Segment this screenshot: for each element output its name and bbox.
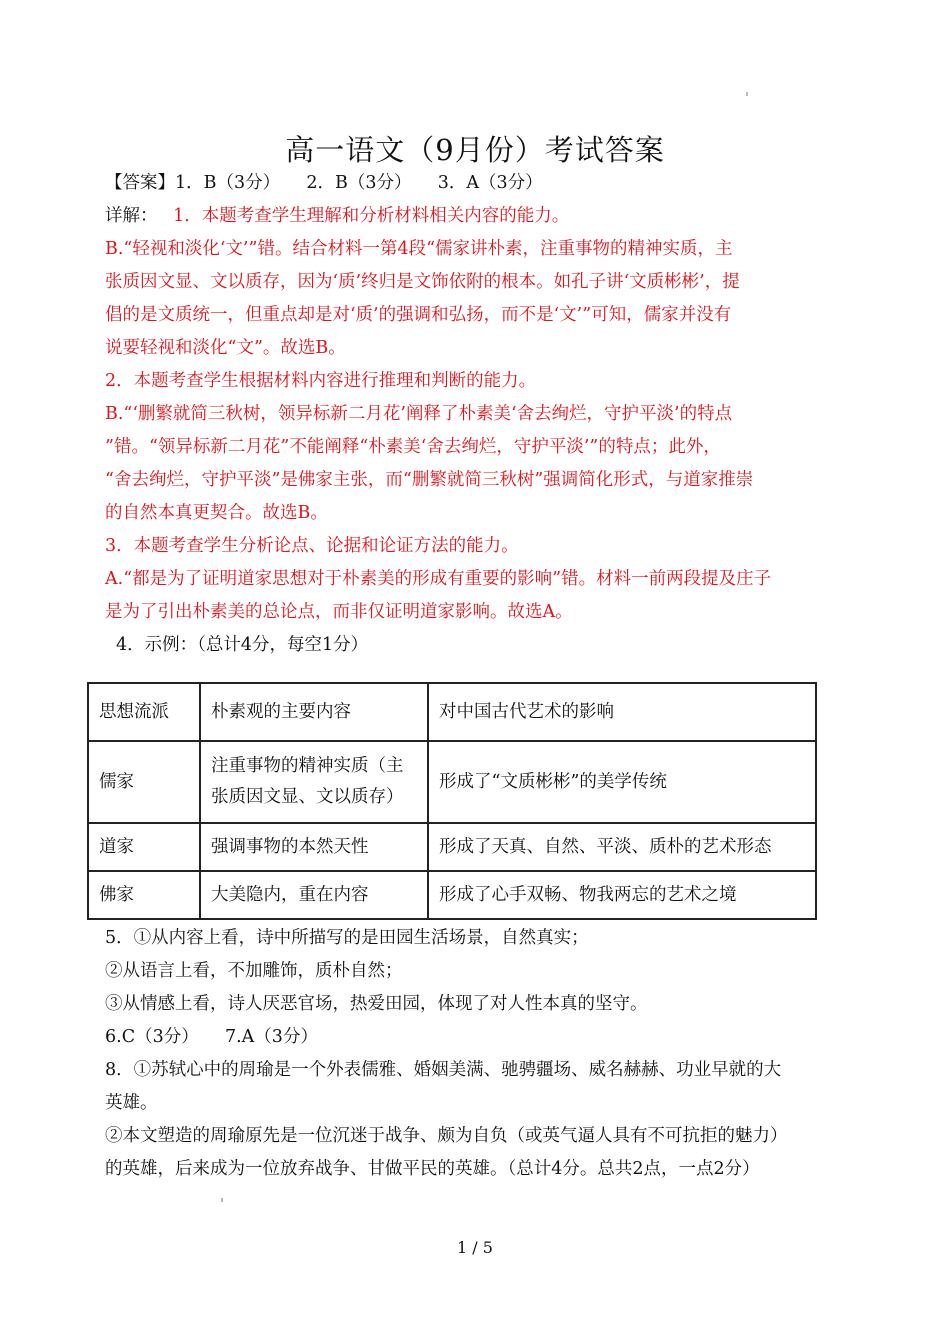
table-header: 朴素观的主要内容 <box>200 683 428 741</box>
q8-line: 的英雄，后来成为一位放弃战争、甘做平民的英雄。（总计4分。总共2点，一点2分） <box>105 1159 760 1179</box>
q2-line: “舍去绚烂，守护平淡”是佛家主张，而“删繁就简三秋树”强调简化形式，与道家推崇 <box>105 470 754 490</box>
scan-mark <box>746 92 748 96</box>
q1-line: 张质因文显、文以质存，因为‘质’终归是文饰依附的根本。如孔子讲‘文质彬彬’，提 <box>105 272 740 292</box>
q1-heading-row <box>105 200 569 233</box>
table-cell-school: 道家 <box>88 823 200 871</box>
table-cell-influence: 形成了天真、自然、平淡、质朴的艺术形态 <box>428 823 816 871</box>
table-header: 对中国古代艺术的影响 <box>428 683 816 741</box>
table-row <box>88 823 816 871</box>
q3-heading: 3．本题考查学生分析论点、论据和论证方法的能力。 <box>105 536 519 556</box>
q8-line: 8．①苏轼心中的周瑜是一个外表儒雅、婚姻美满、驰骋疆场、威名赫赫、功业早就的大 <box>105 1060 782 1080</box>
q2-line: B.“‘删繁就简三秋树，领异标新二月花’阐释了朴素美‘舍去绚烂，守护平淡’的特点 <box>105 404 733 424</box>
school-table <box>87 682 817 920</box>
table-header-row <box>88 683 816 741</box>
table-row <box>88 741 816 823</box>
table-cell-content: 强调事物的本然天性 <box>200 823 428 871</box>
q5-line: ③从情感上看，诗人厌恶官场，热爱田园，体现了对人性本真的坚守。 <box>105 994 648 1014</box>
q5-line: 5．①从内容上看，诗中所描写的是田园生活场景，自然真实； <box>105 928 589 948</box>
q5-line: ②从语言上看，不加雕饰，质朴自然； <box>105 961 403 981</box>
q2-line: ”错。“领异标新二月花”不能阐释“朴素美‘舍去绚烂，守护平淡’”的特点；此外， <box>105 437 721 457</box>
q3-line: A.“都是为了证明道家思想对于朴素美的形成有重要的影响”错。材料一前两段提及庄子 <box>105 569 772 589</box>
table-cell-content: 大美隐内，重在内容 <box>200 871 428 919</box>
q2-heading: 2．本题考查学生根据材料内容进行推理和判断的能力。 <box>105 371 537 391</box>
table-cell-content-line: 张质因文显、文以质存） <box>211 787 404 807</box>
table-header: 思想流派 <box>88 683 200 741</box>
q8-line: 英雄。 <box>105 1093 158 1113</box>
q2-line: 的自然本真更契合。故选B。 <box>105 503 328 523</box>
q6-q7-answers: 6.C（3分） 7.A（3分） <box>105 1027 318 1047</box>
table-cell-school: 佛家 <box>88 871 200 919</box>
table-cell-influence: 形成了心手双畅、物我两忘的艺术之境 <box>428 871 816 919</box>
table-cell-influence: 形成了“文质彬彬”的美学传统 <box>428 741 816 823</box>
page-title: 高一语文（9月份）考试答案 <box>285 133 665 167</box>
table-cell-content <box>200 741 428 823</box>
q3-line: 是为了引出朴素美的总论点，而非仅证明道家影响。故选A。 <box>105 602 573 622</box>
page-number: 1 / 5 <box>457 1238 493 1257</box>
q8-line: ②本文塑造的周瑜原先是一位沉迷于战争、颇为自负（或英气逼人具有不可抗拒的魅力） <box>105 1126 788 1146</box>
answer-line: 【答案】1．B（3分） 2．B（3分） 3．A（3分） <box>105 173 543 193</box>
q4-heading: 4．示例：（总计4分，每空1分） <box>116 635 369 655</box>
q1-line: B.“轻视和淡化‘文’”错。结合材料一第4段“儒家讲朴素，注重事物的精神实质，主 <box>105 239 733 259</box>
q1-heading: 1．本题考查学生理解和分析材料相关内容的能力。 <box>173 206 570 226</box>
scan-mark <box>221 1198 223 1202</box>
table-row <box>88 871 816 919</box>
table-cell-content-line: 注重事物的精神实质（主 <box>211 756 404 776</box>
q1-line: 说要轻视和淡化“文”。故选B。 <box>105 338 346 358</box>
q1-line: 倡的是文质统一，但重点却是对‘质’的强调和弘扬，而不是‘文’”可知，儒家并没有 <box>105 305 732 325</box>
table-cell-school: 儒家 <box>88 741 200 823</box>
detail-label: 详解： <box>105 206 158 226</box>
